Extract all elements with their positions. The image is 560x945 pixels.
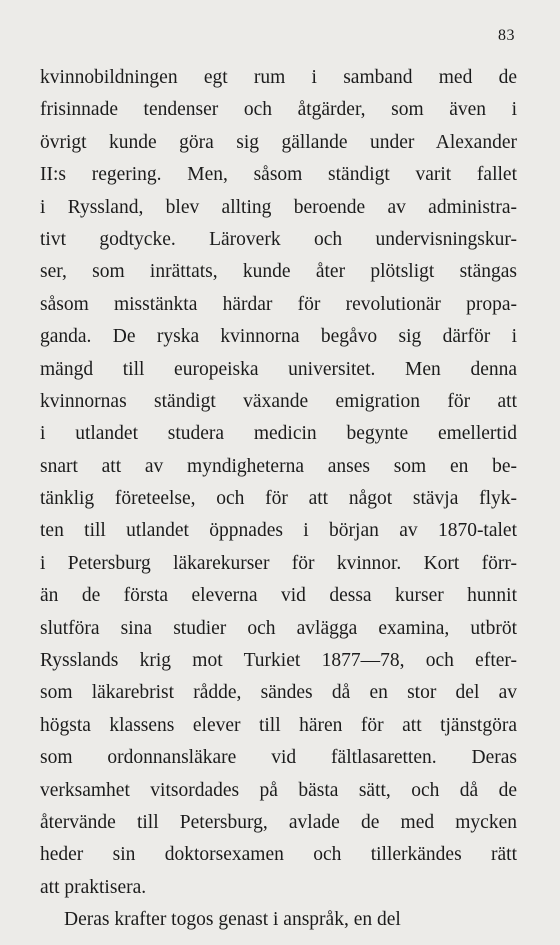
text-line: ser, som inrättats, kunde åter plötsligt stängas (40, 261, 517, 283)
text-line: att praktisera. (40, 876, 147, 898)
text-line: övrigt kunde göra sig gällande under Alexander (40, 131, 517, 153)
text-line: heder sin doktorsexamen och tillerkändes rätt (40, 844, 517, 866)
text-line: mängd till europeiska universitet. Men denna (40, 358, 517, 380)
text-line: verksamhet vitsordades på bästa sätt, och då de (40, 779, 517, 801)
text-line: Deras krafter togos genast i anspråk, en del (64, 909, 401, 931)
text-line: som ordonnansläkare vid fältlasaretten. Deras (40, 747, 517, 769)
page-number: 83 (498, 27, 515, 44)
text-line: i Ryssland, blev allting beroende av administra- (40, 196, 517, 218)
text-line: såsom misstänkta härdar för revolutionär propa- (40, 293, 517, 315)
text-line: tänklig företeelse, och för att något stävja flyk- (40, 488, 517, 510)
text-line: frisinnade tendenser och åtgärder, som även i (40, 99, 517, 121)
text-line: Rysslands krig mot Turkiet 1877—78, och efter- (40, 650, 517, 672)
text-line: ten till utlandet öppnades i början av 1870-talet (40, 520, 517, 542)
body-text (40, 62, 517, 937)
text-line: i Petersburg läkarekurser för kvinnor. Kort förr- (40, 552, 517, 574)
text-line: tivt godtycke. Läroverk och undervisningskur- (40, 228, 517, 250)
text-line: kvinnobildningen egt rum i samband med de (40, 67, 517, 88)
text-line: ganda. De ryska kvinnorna begåvo sig därför i (40, 326, 517, 348)
text-line: som läkarebrist rådde, sändes då en stor del av (40, 682, 517, 704)
text-line: snart att av myndigheterna anses som en be- (40, 455, 517, 477)
text-line: II:s regering. Men, såsom ständigt varit fallet (40, 164, 517, 186)
text-line: än de första eleverna vid dessa kurser hunnit (40, 585, 517, 607)
text-line: kvinnornas ständigt växande emigration för att (40, 390, 517, 412)
text-line: återvände till Petersburg, avlade de med mycken (40, 811, 517, 833)
text-line: högsta klassens elever till hären för att tjänstgöra (40, 714, 517, 736)
text-line: i utlandet studera medicin begynte emellertid (40, 423, 517, 445)
text-line: slutföra sina studier och avlägga examina, utbröt (40, 617, 517, 639)
